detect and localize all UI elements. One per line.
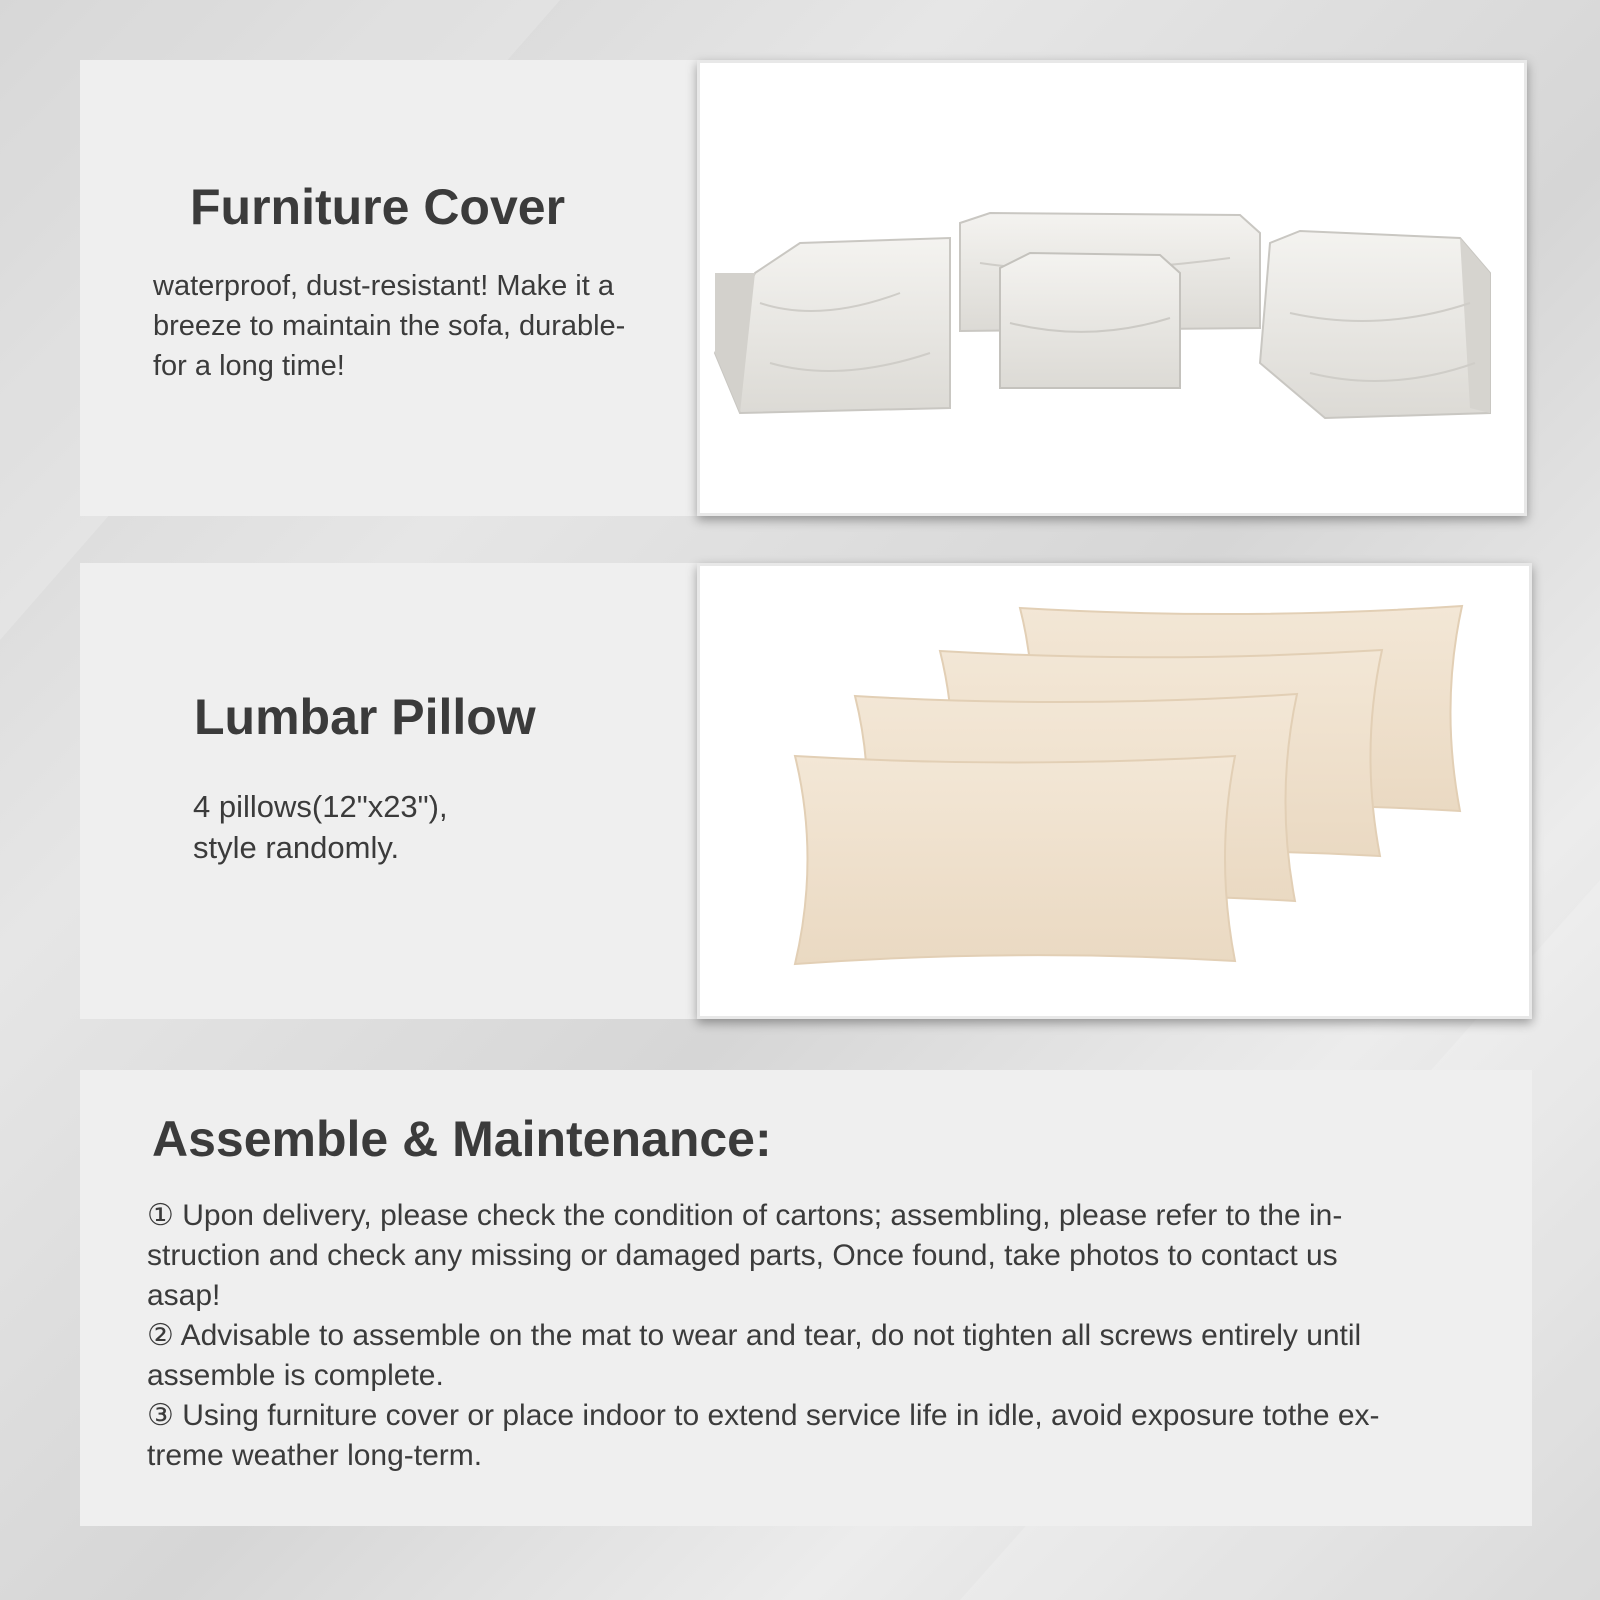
pillow bbox=[795, 756, 1235, 964]
furniture-covers-photo bbox=[697, 60, 1527, 516]
lumbar-pillow-title: Lumbar Pillow bbox=[194, 689, 536, 745]
description-line: style randomly. bbox=[193, 830, 400, 865]
table-cover-center bbox=[1000, 253, 1180, 388]
maintenance-line: asap! bbox=[147, 1279, 221, 1312]
maintenance-line: ③ Using furniture cover or place indoor to extend service life in idle, avoid exposure tothe ex- bbox=[147, 1399, 1380, 1432]
maintenance-line: ① Upon delivery, please check the condition of cartons; assembling, please refer to the in- bbox=[147, 1199, 1343, 1232]
chair-cover-left bbox=[715, 238, 950, 413]
furniture-cover-title: Furniture Cover bbox=[190, 179, 566, 235]
maintenance-notes bbox=[147, 1196, 1517, 1476]
chair-cover-right bbox=[1260, 231, 1490, 418]
lumbar-pillow-description bbox=[193, 786, 448, 868]
maintenance-line: ② Advisable to assemble on the mat to wear and tear, do not tighten all screws entirely until bbox=[147, 1319, 1362, 1352]
description-line: waterproof, dust-resistant! Make it a bbox=[153, 270, 614, 302]
covered-furniture-illustration bbox=[700, 63, 1524, 513]
description-line: breeze to maintain the sofa, durable- bbox=[153, 310, 626, 342]
maintenance-title: Assemble & Maintenance: bbox=[152, 1111, 772, 1167]
description-line: 4 pillows(12"x23"), bbox=[193, 789, 448, 824]
furniture-cover-description bbox=[153, 266, 625, 386]
maintenance-line: treme weather long-term. bbox=[147, 1439, 483, 1472]
maintenance-line: assemble is complete. bbox=[147, 1359, 444, 1392]
maintenance-line: struction and check any missing or damaged parts, Once found, take photos to contact us bbox=[147, 1239, 1338, 1272]
lumbar-pillows-photo bbox=[697, 563, 1532, 1019]
pillows-illustration bbox=[700, 566, 1529, 1016]
description-line: for a long time! bbox=[153, 350, 345, 382]
